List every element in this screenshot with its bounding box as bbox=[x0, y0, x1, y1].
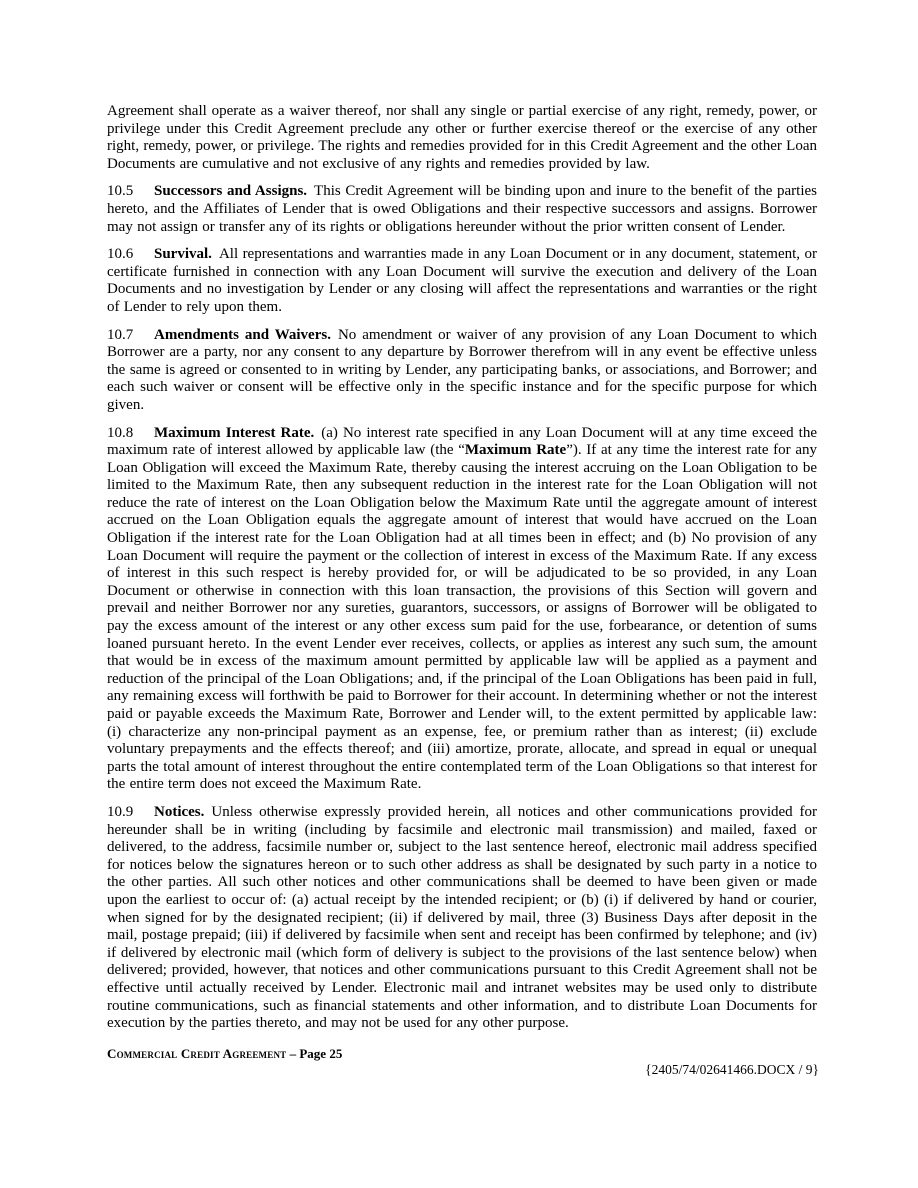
footer-title-text: Commercial Credit Agreement bbox=[107, 1046, 287, 1061]
section-10-5-body: This Credit Agreement will be binding upon and inure to the benefit of the parties hereto, and the Affiliates of Lender that is owed Obligations and their respective successors and assigns. Borrower may not assign or transfer any of its rights or obligations hereunder without the prior written consent of Lender. bbox=[107, 183, 817, 235]
section-10-9-number: 10.9 bbox=[107, 803, 134, 820]
section-10-9 bbox=[107, 804, 817, 1033]
section-10-7-body: No amendment or waiver of any provision of any Loan Document to which Borrower are a party, nor any consent to any departure by Borrower therefrom will in any event be effective unless the same is agreed or consented to in writing by Lender, any participating banks, or associations, and Borrower; and each such waiver or consent will be effective only in the specific instance and for the specific purpose for which given. bbox=[107, 326, 818, 413]
section-10-8-body-lead: (a) No interest rate specified in any Loan Document will at any time exceed the maximum rate of interest allowed by applicable law (the “ bbox=[107, 424, 818, 459]
section-10-5-number: 10.5 bbox=[107, 183, 134, 200]
section-10-7 bbox=[107, 327, 817, 415]
section-10-8-number: 10.8 bbox=[107, 424, 134, 441]
footer-doc-reference: {2405/74/02641466.DOCX / 9} bbox=[645, 1062, 819, 1077]
section-10-8-body-rest: ”). If at any time the interest rate for any Loan Obligation will exceed the Maximum Rate, thereby causing the interest accruing on the Loan Obligation to be limited to the Maximum Rate, then any subsequent reduction in the interest rate for the Loan Obligation will not reduce the rate of interest on the Loan Obligation below the Maximum Rate until the aggregate amount of interest accrued on the Loan Obligation equals the aggregate amount of interest that would have accrued on the Loan Obligation if the interest rate for the Loan Obligation had at all times been in effect; and (b) No provision of any Loan Document will require the payment or the collection of interest in excess of the Maximum Rate. If any excess of interest in this such respect is hereby provided for, or will be adjudicated to be so provided, in any Loan Document or otherwise in connection with this loan transaction, the provisions of this Section will govern and prevail and neither Borrower nor any sureties, guarantors, successors, or assigns of Borrower will be obligated to pay the excess amount of the interest or any other excess sum paid for the use, forbearance, or detention of sums loaned pursuant hereto. In the event Lender ever receives, collects, or applies as interest any such sum, the amount that would be in excess of the maximum amount permitted by applicable law will be applied as a payment and reduction of the principal of the Loan Obligations; and, if the principal of the Loan Obligations has been paid in full, any remaining excess will forthwith be paid to Borrower for their account. In determining whether or not the interest paid or payable exceeds the Maximum Rate, Borrower and Lender will, to the extent permitted by applicable law: (i) characterize any non-principal payment as an expense, fee, or premium rather than as interest; (ii) exclude voluntary prepayments and the effects thereof; and (iii) amortize, prorate, allocate, and spread in equal or unequal parts the total amount of interest throughout the entire contemplated term of the Loan Obligations so that interest for the entire term does not exceed the Maximum Rate. bbox=[107, 442, 817, 793]
section-10-6-heading: Survival. bbox=[154, 246, 212, 263]
page-body bbox=[107, 103, 817, 1043]
section-10-5-heading: Successors and Assigns. bbox=[154, 183, 308, 200]
section-10-6-body: All representations and warranties made in any Loan Document or in any document, statement, or certificate furnished in connection with any Loan Document will survive the execution and delivery of the Loan Documents and no investigation by Lender or any closing will affect the representations and warranties or the right of Lender to rely upon them. bbox=[107, 246, 817, 315]
footer-page-number: – Page 25 bbox=[289, 1046, 343, 1061]
footer-document-title bbox=[107, 1046, 342, 1062]
section-10-7-heading: Amendments and Waivers. bbox=[154, 326, 331, 343]
section-10-5 bbox=[107, 183, 817, 236]
section-10-7-number: 10.7 bbox=[107, 326, 134, 343]
section-10-6-number: 10.6 bbox=[107, 246, 134, 263]
defined-term-maximum-rate: Maximum Rate bbox=[464, 442, 567, 459]
section-10-9-heading: Notices. bbox=[154, 803, 205, 820]
section-10-6 bbox=[107, 246, 817, 316]
continuation-paragraph: Agreement shall operate as a waiver thereof, nor shall any single or partial exercise of any right, remedy, power, or privilege under this Credit Agreement preclude any other or further exercise thereof or the exercise of any other right, remedy, power, or privilege. The rights and remedies provided for in this Credit Agreement and the other Loan Documents are cumulative and not exclusive of any rights and remedies provided by law. bbox=[107, 103, 817, 172]
section-10-9-body: Unless otherwise expressly provided herein, all notices and other communications provided for hereunder shall be in writing (including by facsimile and electronic mail transmission) and mailed, faxed or delivered, to the address, facsimile number or, subject to the last sentence hereof, electronic mail address specified for notices below the signatures hereon or to such other address as shall be designated by such party in a notice to the other parties. All such other notices and other communications shall be deemed to have been given or made upon the earliest to occur of: (a) actual receipt by the intended recipient; or (b) (i) if delivered by hand or courier, when signed for by the designated recipient; (ii) if delivered by mail, three (3) Business Days after deposit in the mail, postage prepaid; (iii) if delivered by facsimile when sent and receipt has been confirmed by telephone; and (iv) if delivered by electronic mail (which form of delivery is subject to the provisions of the last sentence below) when delivered; provided, however, that notices and other communications pursuant to this Credit Agreement shall not be effective until actually received by Lender. Electronic mail and intranet websites may be used only to distribute routine communications, such as financial statements and other information, and to distribute Loan Documents for execution by the parties thereto, and may not be used for any other purpose. bbox=[107, 803, 817, 1032]
section-10-8-heading: Maximum Interest Rate. bbox=[154, 424, 315, 441]
section-10-8 bbox=[107, 425, 817, 794]
